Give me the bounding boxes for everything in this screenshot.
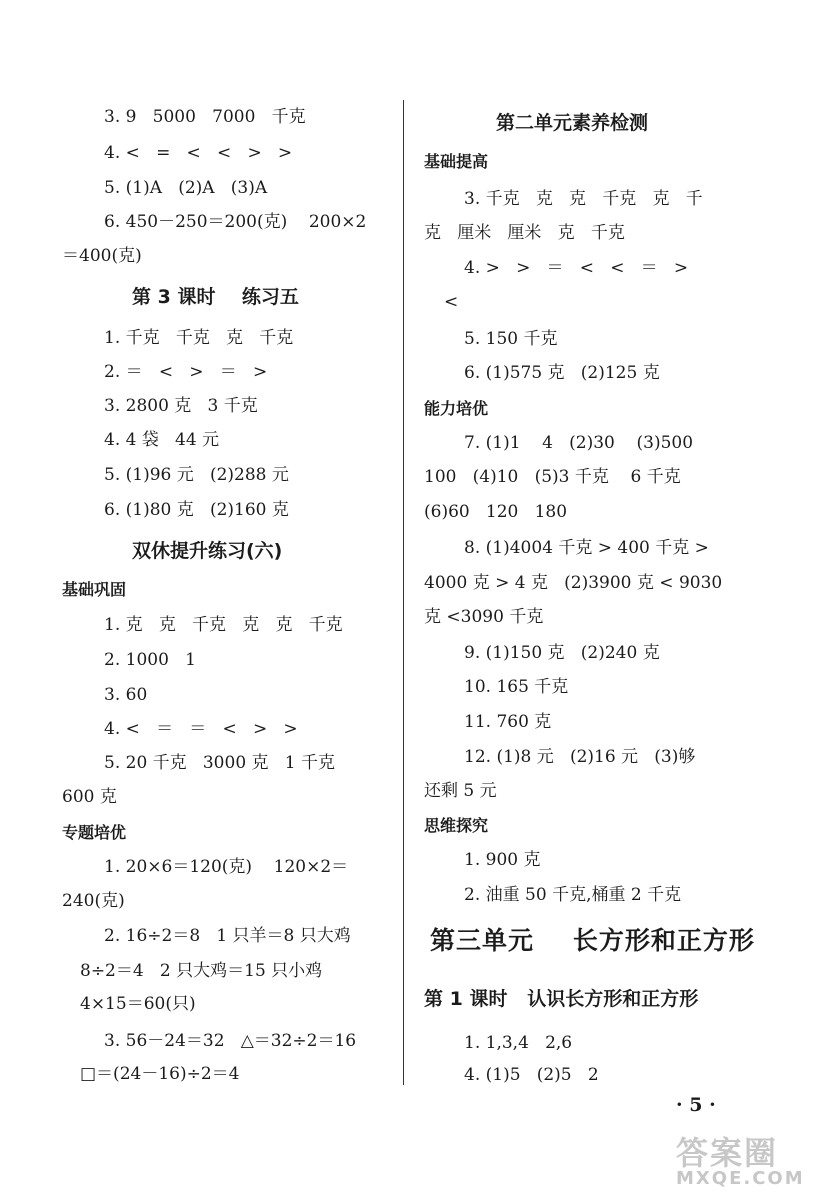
answer-line: 5. (1)96 元 (2)288 元 xyxy=(104,465,289,485)
subsection-heading: 专题培优 xyxy=(62,823,127,842)
answer-line: 2. ＝ < > ＝ > xyxy=(104,362,268,382)
answer-line: 6. (1)80 克 (2)160 克 xyxy=(104,500,289,520)
answer-line: 4. < = < < > > xyxy=(104,143,293,163)
section-heading: 双休提升练习(六) xyxy=(132,540,283,562)
answer-line: 克 <3090 千克 xyxy=(424,607,544,627)
answer-line: 5. (1)A (2)A (3)A xyxy=(104,178,268,198)
answer-line: 11. 760 克 xyxy=(464,712,552,732)
answer-line: ＝400(克) xyxy=(62,246,142,266)
answer-line: 克 厘米 厘米 克 千克 xyxy=(424,223,625,243)
subsection-heading: 基础巩固 xyxy=(62,580,127,599)
lesson-heading: 第 1 课时 认识长方形和正方形 xyxy=(424,988,699,1010)
answer-line: 6. (1)575 克 (2)125 克 xyxy=(464,363,660,383)
answer-line: 3. 千克 克 克 千克 克 千 xyxy=(464,189,703,209)
answer-line: 还剩 5 元 xyxy=(424,781,497,801)
answer-line: 3. 2800 克 3 千克 xyxy=(104,396,258,416)
subsection-heading: 能力培优 xyxy=(424,399,489,418)
answer-line: 8÷2＝4 2 只大鸡＝15 只小鸡 xyxy=(80,961,323,981)
answer-line: 1. 克 克 千克 克 克 千克 xyxy=(104,615,343,635)
answer-line: 240(克) xyxy=(62,891,125,911)
answer-line: 4000 克 > 4 克 (2)3900 克 < 9030 xyxy=(424,573,723,593)
watermark xyxy=(676,1128,816,1196)
answer-line: 5. 150 千克 xyxy=(464,329,558,349)
answer-line: 4. > > ＝ < < ＝ > xyxy=(464,258,689,278)
answer-line: (6)60 120 180 xyxy=(424,502,568,522)
answer-line: 6. 450－250＝200(克) 200×2 xyxy=(104,212,367,232)
watermark-logo: 答案圈 xyxy=(676,1134,779,1172)
answer-line: 100 (4)10 (5)3 千克 6 千克 xyxy=(424,467,681,487)
answer-line: 1. 1,3,4 2,6 xyxy=(464,1033,573,1053)
answer-line: 8. (1)4004 千克 > 400 千克 > xyxy=(464,538,709,558)
column-divider xyxy=(403,100,404,1085)
answer-line: 4. (1)5 (2)5 2 xyxy=(464,1065,599,1085)
answer-line: □＝(24－16)÷2＝4 xyxy=(80,1064,240,1084)
section-heading: 第二单元素养检测 xyxy=(496,112,649,134)
answer-line: 2. 油重 50 千克,桶重 2 千克 xyxy=(464,885,682,905)
answer-line: 1. 千克 千克 克 千克 xyxy=(104,328,294,348)
answer-line: 3. 56－24＝32 △＝32÷2＝16 xyxy=(104,1031,357,1051)
unit-heading: 第三单元 长方形和正方形 xyxy=(430,926,755,955)
answer-line: 1. 20×6＝120(克) 120×2＝ xyxy=(104,857,349,877)
answer-line: 600 克 xyxy=(62,787,117,807)
answer-line: 3. 9 5000 7000 千克 xyxy=(104,107,306,127)
answer-line: 5. 20 千克 3000 克 1 千克 xyxy=(104,753,335,773)
answer-line: 7. (1)1 4 (2)30 (3)500 xyxy=(464,433,694,453)
answer-line: 2. 16÷2＝8 1 只羊＝8 只大鸡 xyxy=(104,926,351,946)
subsection-heading: 基础提高 xyxy=(424,152,489,171)
page-number: · 5 · xyxy=(676,1094,716,1116)
subsection-heading: 思维探究 xyxy=(424,816,489,835)
watermark-url: MXQE.COM xyxy=(676,1168,805,1189)
answer-line: 4. 4 袋 44 元 xyxy=(104,430,220,450)
answer-line: 9. (1)150 克 (2)240 克 xyxy=(464,643,660,663)
answer-line: 10. 165 千克 xyxy=(464,677,569,697)
answer-line: 1. 900 克 xyxy=(464,850,541,870)
answer-line: 12. (1)8 元 (2)16 元 (3)够 xyxy=(464,747,696,767)
answer-line: 4. < ＝ ＝ < > > xyxy=(104,719,298,739)
answer-line: 3. 60 xyxy=(104,685,148,705)
answer-line: 4×15＝60(只) xyxy=(80,994,196,1014)
answer-line: 2. 1000 1 xyxy=(104,650,196,670)
section-heading: 第 3 课时 练习五 xyxy=(132,286,299,308)
answer-line: < xyxy=(444,292,459,312)
